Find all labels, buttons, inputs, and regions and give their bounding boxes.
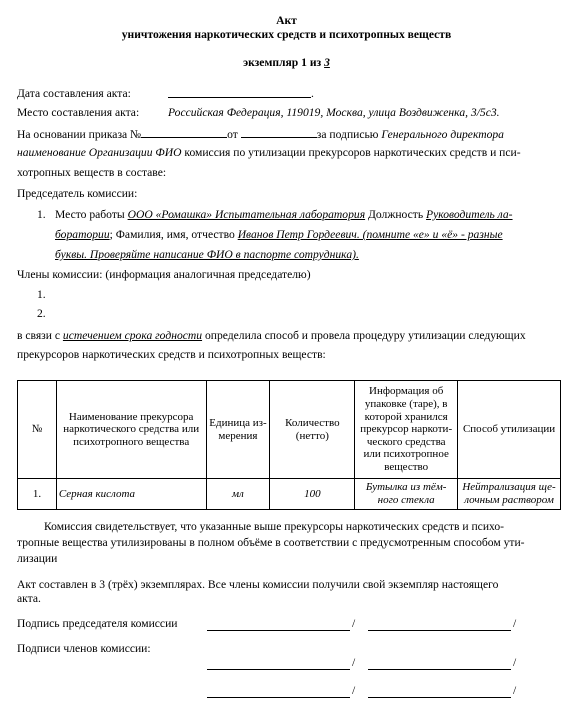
copies-line-2: акта.: [17, 592, 41, 605]
cell-number: 1.: [18, 479, 57, 510]
signature-slash: /: [352, 656, 356, 669]
order-line-3: хотропных веществ в составе:: [17, 166, 167, 179]
reason-line-2: прекурсоров наркотических средств и психотропных веществ:: [17, 348, 326, 361]
chairman-line-2: боратории; Фамилия, имя, отчество Иванов Петр Гордеевич. (помните «е» и «ё» - разные: [55, 228, 503, 241]
signature-slash: /: [513, 656, 517, 669]
signature-slash: /: [513, 617, 517, 630]
reason-line: в связи с истечением срока годности определила способ и провела процедуру утилизации следующих: [17, 329, 526, 342]
member-item: 1.: [37, 288, 46, 301]
date-field: Дата составления акта:: [17, 87, 131, 100]
signature-line[interactable]: [207, 696, 350, 698]
signature-line[interactable]: [207, 629, 350, 631]
copy-total: 3: [324, 56, 330, 69]
cell-name: Серная кислота: [56, 479, 206, 510]
testimony-line-2: тропные вещества утилизированы в полном объёме в соответствии с предусмотренным способом ути-: [17, 536, 525, 549]
signature-name-line[interactable]: [368, 696, 511, 698]
cell-package: Бутылка из тём-ного стекла: [355, 479, 458, 510]
order-line: На основании приказа № от за подписью Генерального директора: [17, 128, 504, 141]
chairman-label: Председатель комиссии:: [17, 187, 138, 200]
col-header-unit: Единица из-мерения: [206, 381, 270, 479]
table-header-row: [18, 381, 561, 479]
cell-quantity: 100: [270, 479, 355, 510]
signature-line[interactable]: [207, 668, 350, 670]
signature-name-line[interactable]: [368, 629, 511, 631]
chairman-line-3: буквы. Проверяйте написание ФИО в паспорте сотрудника).: [55, 248, 359, 261]
date-blank[interactable]: [168, 96, 311, 98]
col-header-number: №: [18, 381, 57, 479]
copies-line-1: Акт составлен в 3 (трёх) экземплярах. Все члены комиссии получили свой экземпляр настоящего: [17, 578, 499, 591]
doc-title: Акт: [276, 14, 297, 27]
order-number-blank[interactable]: [141, 126, 227, 138]
doc-subtitle: уничтожения наркотических средств и психотропных веществ: [121, 28, 452, 41]
col-header-method: Способ утилизации: [458, 381, 561, 479]
member-item: 2.: [37, 307, 46, 320]
chairman-num: 1.: [37, 208, 46, 221]
precursor-table: [17, 380, 561, 510]
signature-slash: /: [352, 617, 356, 630]
signature-slash: /: [352, 684, 356, 697]
place-label: Место составления акта:: [17, 106, 140, 119]
table-row: [18, 479, 561, 510]
signature-slash: /: [513, 684, 517, 697]
date-suffix: .: [311, 87, 314, 100]
signature-name-line[interactable]: [368, 668, 511, 670]
col-header-package: Информация об упаковке (таре), в которой хранился прекурсор наркоти-ческого средства или психотропное вещество: [355, 381, 458, 479]
members-signature-label: Подписи членов комиссии:: [17, 642, 151, 655]
order-date-blank[interactable]: [241, 126, 317, 138]
testimony-line-3: лизации: [17, 552, 58, 565]
copy-number: экземпляр 1 из 3: [243, 56, 330, 69]
col-header-name: Наименование прекурсора наркотического средства или психотропного вещества: [56, 381, 206, 479]
cell-method: Нейтрализация ще-лочным раствором: [458, 479, 561, 510]
order-line-2: наименование Организации ФИО комиссия по утилизации прекурсоров наркотических средств и пси-: [17, 146, 521, 159]
testimony-line-1: Комиссия свидетельствует, что указанные выше прекурсоры наркотических средств и психо-: [44, 520, 505, 533]
chairman-line-1: Место работы ООО «Ромашка» Испытательная лаборатория Должность Руководитель ла-: [55, 208, 513, 221]
members-label: Члены комиссии: (информация аналогичная председателю): [17, 268, 311, 281]
place-value: Российская Федерация, 119019, Москва, улица Воздвиженка, 3/5с3.: [168, 106, 500, 119]
chairman-signature-label: Подпись председателя комиссии: [17, 617, 178, 630]
cell-unit: мл: [206, 479, 270, 510]
col-header-quantity: Количество (нетто): [270, 381, 355, 479]
